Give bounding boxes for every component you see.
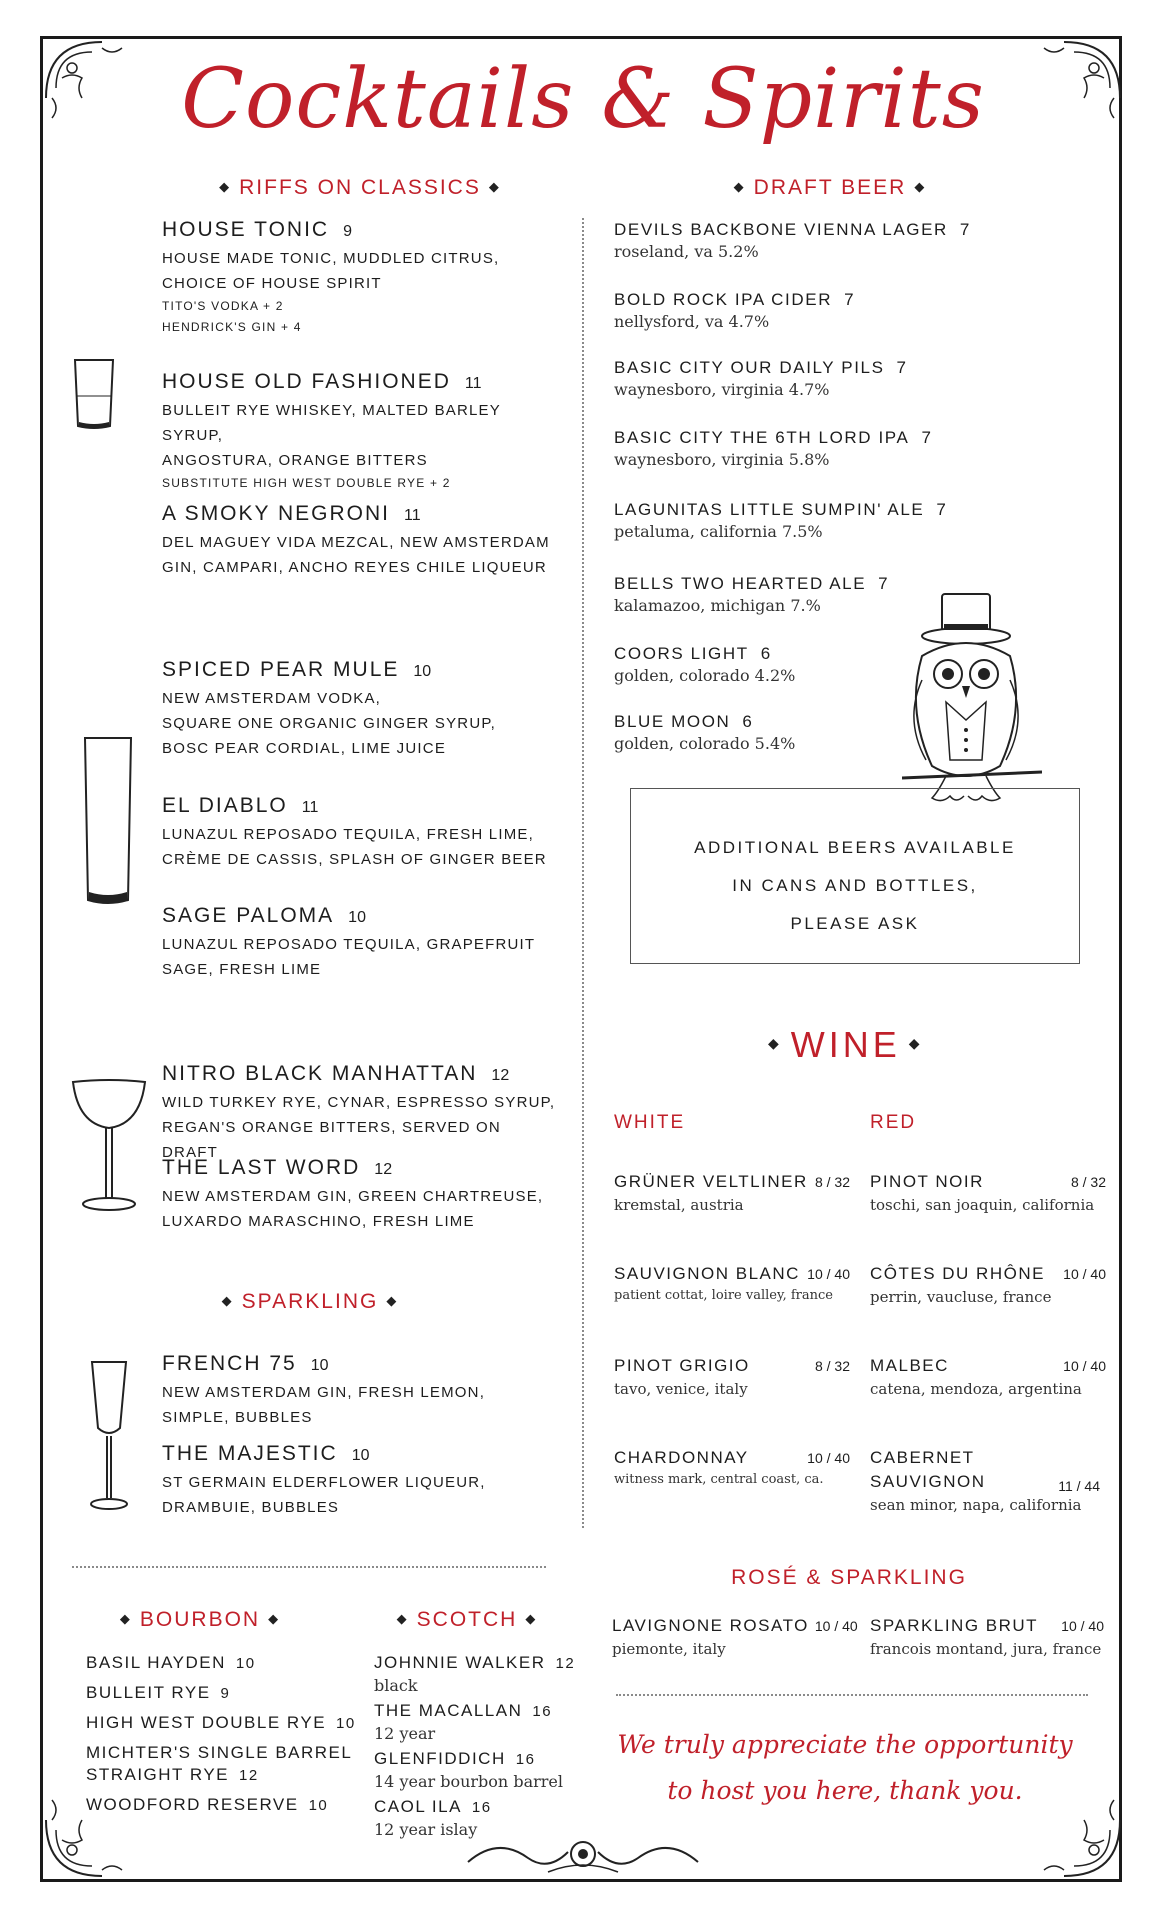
beer-item: BASIC CITY THE 6TH LORD IPA 7 waynesboro, virginia 5.8%	[614, 428, 933, 469]
wine-item: PINOT NOIR 8 / 32 toschi, san joaquin, california	[870, 1172, 1106, 1214]
section-rose-sparkling: ROSÉ & SPARKLING	[731, 1566, 967, 1589]
bourbon-item: BASIL HAYDEN 10	[86, 1653, 256, 1672]
wine-red-header: RED	[870, 1112, 917, 1133]
cocktail-spiced-pear-mule: SPICED PEAR MULE 10 NEW AMSTERDAM VODKA, SQUARE ONE ORGANIC GINGER SYRUP, BOSC PEAR CORDIAL, LIME JUICE	[162, 658, 497, 757]
section-scotch: ◆ SCOTCH ◆	[396, 1608, 538, 1631]
wine-item: MALBEC 10 / 40 catena, mendoza, argentina	[870, 1356, 1106, 1398]
scotch-item: THE MACALLAN 16 12 year	[374, 1701, 553, 1743]
beer-item: BELLS TWO HEARTED ALE 7 kalamazoo, michigan 7.%	[614, 574, 890, 615]
scotch-item: JOHNNIE WALKER 12 black	[374, 1653, 576, 1695]
bourbon-item: HIGH WEST DOUBLE RYE 10	[86, 1713, 356, 1732]
wine-item: SAUVIGNON BLANC 10 / 40 patient cottat, loire valley, france	[614, 1264, 850, 1303]
cocktail-el-diablo: EL DIABLO 11 LUNAZUL REPOSADO TEQUILA, FRESH LIME, CRÈME DE CASSIS, SPLASH OF GINGER BEER	[162, 794, 547, 868]
wine-item: CABERNET SAUVIGNON 11 / 44 sean minor, napa, california	[870, 1448, 1100, 1514]
coupe-glass-icon	[70, 1076, 148, 1216]
wine-item: GRÜNER VELTLINER 8 / 32 kremstal, austria	[614, 1172, 850, 1214]
section-draft-beer: ◆ DRAFT BEER ◆	[733, 176, 927, 199]
wine-item: CHARDONNAY 10 / 40 witness mark, central coast, ca.	[614, 1448, 850, 1487]
beer-item: LAGUNITAS LITTLE SUMPIN' ALE 7 petaluma, california 7.5%	[614, 500, 948, 541]
cocktail-the-majestic: THE MAJESTIC 10 ST GERMAIN ELDERFLOWER LIQUEUR, DRAMBUIE, BUBBLES	[162, 1442, 486, 1516]
highball-glass-icon	[82, 734, 134, 908]
beer-item: DEVILS BACKBONE VIENNA LAGER 7 roseland, va 5.2%	[614, 220, 971, 261]
column-divider	[582, 218, 584, 1528]
bottom-flourish-ornament-icon	[458, 1832, 708, 1882]
cocktail-house-old-fashioned: HOUSE OLD FASHIONED 11 BULLEIT RYE WHISKEY, MALTED BARLEY SYRUP, ANGOSTURA, ORANGE BITTERS SUBSTITUTE HIGH WEST DOUBLE RYE + 2	[162, 370, 501, 490]
section-wine: ◆ WINE ◆	[768, 1024, 924, 1065]
rocks-glass-icon	[72, 356, 116, 432]
section-riffs-on-classics: ◆ RIFFS ON CLASSICS ◆	[219, 176, 501, 199]
section-bourbon: ◆ BOURBON ◆	[119, 1608, 281, 1631]
bourbon-item: BULLEIT RYE 9	[86, 1683, 231, 1702]
thank-you-message: We truly appreciate the opportunity to host you here, thank you.	[617, 1730, 1073, 1805]
spirits-divider	[72, 1566, 546, 1568]
cocktail-smoky-negroni: A SMOKY NEGRONI 11 DEL MAGUEY VIDA MEZCAL, NEW AMSTERDAM GIN, CAMPARI, ANCHO REYES CHILE LIQUEUR	[162, 502, 550, 576]
scotch-item: CAOL ILA 16 12 year islay	[374, 1797, 492, 1839]
wine-item: SPARKLING BRUT 10 / 40 francois montand, jura, france	[870, 1616, 1104, 1658]
additional-beers-notice: ADDITIONAL BEERS AVAILABLE IN CANS AND BOTTLES, PLEASE ASK	[630, 788, 1080, 964]
flute-glass-icon	[86, 1358, 132, 1514]
wine-white-header: WHITE	[614, 1112, 686, 1133]
page-title: Cocktails & Spirits	[181, 52, 985, 147]
wine-item: CÔTES DU RHÔNE 10 / 40 perrin, vaucluse, france	[870, 1264, 1106, 1306]
bourbon-item: MICHTER'S SINGLE BARREL STRAIGHT RYE 12	[86, 1743, 353, 1784]
cocktail-french-75: FRENCH 75 10 NEW AMSTERDAM GIN, FRESH LEMON, SIMPLE, BUBBLES	[162, 1352, 486, 1426]
cocktail-the-last-word: THE LAST WORD 12 NEW AMSTERDAM GIN, GREEN CHARTREUSE, LUXARDO MARASCHINO, FRESH LIME	[162, 1156, 544, 1230]
wine-item: PINOT GRIGIO 8 / 32 tavo, venice, italy	[614, 1356, 850, 1398]
beer-item: BASIC CITY OUR DAILY PILS 7 waynesboro, virginia 4.7%	[614, 358, 908, 399]
section-sparkling: ◆ SPARKLING ◆	[221, 1290, 399, 1313]
wine-item: LAVIGNONE ROSATO 10 / 40 piemonte, italy	[612, 1616, 858, 1658]
bourbon-item: WOODFORD RESERVE 10	[86, 1795, 329, 1814]
scotch-item: GLENFIDDICH 16 14 year bourbon barrel	[374, 1749, 563, 1791]
wine-divider	[616, 1694, 1088, 1696]
beer-item: BLUE MOON 6 golden, colorado 5.4%	[614, 712, 796, 753]
cocktail-house-tonic: HOUSE TONIC 9 HOUSE MADE TONIC, MUDDLED CITRUS, CHOICE OF HOUSE SPIRIT TITO'S VODKA + 2 HENDRICK'S GIN + 4	[162, 218, 500, 334]
beer-item: BOLD ROCK IPA CIDER 7 nellysford, va 4.7%	[614, 290, 856, 331]
cocktail-sage-paloma: SAGE PALOMA 10 LUNAZUL REPOSADO TEQUILA, GRAPEFRUIT SAGE, FRESH LIME	[162, 904, 536, 978]
cocktail-nitro-black-manhattan: NITRO BLACK MANHATTAN 12 WILD TURKEY RYE, CYNAR, ESPRESSO SYRUP, REGAN'S ORANGE BITTERS, SERVED ON DRAFT	[162, 1062, 556, 1161]
beer-item: COORS LIGHT 6 golden, colorado 4.2%	[614, 644, 796, 685]
